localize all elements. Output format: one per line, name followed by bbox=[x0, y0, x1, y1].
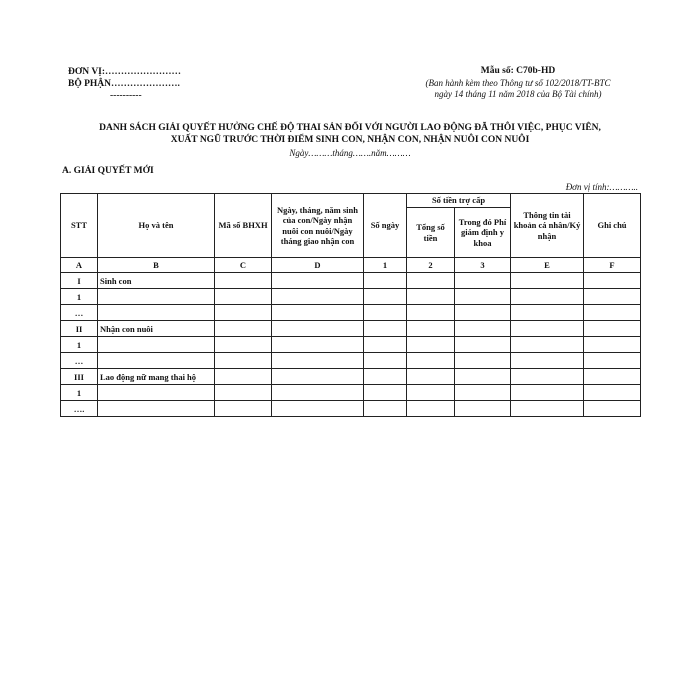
table-row bbox=[61, 369, 641, 385]
header-medical-fee: Trong đó Phí giám định y khoa bbox=[455, 208, 511, 258]
form-code-header bbox=[403, 66, 633, 101]
table-cell bbox=[364, 305, 407, 321]
table-cell bbox=[511, 401, 584, 417]
table-cell bbox=[511, 273, 584, 289]
row-stt: III bbox=[61, 369, 98, 385]
unit-label: Đơn vị tính:……….. bbox=[565, 182, 638, 192]
table-cell bbox=[455, 385, 511, 401]
row-name: Lao động nữ mang thai hộ bbox=[98, 369, 215, 385]
table-cell bbox=[215, 385, 272, 401]
table-cell bbox=[364, 369, 407, 385]
column-letter: B bbox=[98, 258, 215, 273]
table-cell bbox=[272, 305, 364, 321]
table-cell bbox=[272, 401, 364, 417]
table-cell bbox=[455, 305, 511, 321]
row-name bbox=[98, 401, 215, 417]
table-row bbox=[61, 353, 641, 369]
form-code: Mẫu số: C70b-HD bbox=[480, 66, 556, 76]
column-letter: F bbox=[584, 258, 641, 273]
table-cell bbox=[584, 385, 641, 401]
column-letter: D bbox=[272, 258, 364, 273]
table-cell bbox=[455, 337, 511, 353]
table-cell bbox=[407, 273, 455, 289]
table-cell bbox=[407, 353, 455, 369]
table-cell bbox=[215, 273, 272, 289]
table-cell bbox=[584, 337, 641, 353]
table-cell bbox=[584, 369, 641, 385]
title-line-2: XUẤT NGŨ TRƯỚC THỜI ĐIỂM SINH CON, NHẬN CON, NHẬN NUÔI CON NUÔI bbox=[170, 135, 530, 145]
table-cell bbox=[407, 369, 455, 385]
table-row bbox=[61, 337, 641, 353]
department-line: BỘ PHẬN…………………. bbox=[68, 79, 180, 89]
table-cell bbox=[215, 337, 272, 353]
table-row bbox=[61, 385, 641, 401]
table-cell bbox=[407, 289, 455, 305]
table-cell bbox=[455, 401, 511, 417]
row-stt: 1 bbox=[61, 337, 98, 353]
header-days: Số ngày bbox=[364, 194, 407, 258]
document-title bbox=[60, 122, 640, 146]
table-cell bbox=[455, 289, 511, 305]
table-cell bbox=[455, 273, 511, 289]
table-row bbox=[61, 305, 641, 321]
table-cell bbox=[215, 305, 272, 321]
table-cell bbox=[215, 353, 272, 369]
row-stt: 1 bbox=[61, 289, 98, 305]
table-cell bbox=[364, 401, 407, 417]
table-cell bbox=[455, 353, 511, 369]
row-stt: …. bbox=[61, 401, 98, 417]
table-cell bbox=[215, 369, 272, 385]
table-cell bbox=[455, 369, 511, 385]
header-note: Ghi chú bbox=[584, 194, 641, 258]
header-stt: STT bbox=[61, 194, 98, 258]
table-row bbox=[61, 321, 641, 337]
table-cell bbox=[584, 273, 641, 289]
table-cell bbox=[584, 353, 641, 369]
row-stt: … bbox=[61, 305, 98, 321]
table-row bbox=[61, 289, 641, 305]
column-letter: 2 bbox=[407, 258, 455, 273]
row-name bbox=[98, 385, 215, 401]
date-line: Ngày………tháng…….năm……… bbox=[289, 148, 411, 158]
form-note-line-2: ngày 14 tháng 11 năm 2018 của Bộ Tài chính) bbox=[434, 89, 602, 99]
table-cell bbox=[215, 321, 272, 337]
row-stt: … bbox=[61, 353, 98, 369]
column-letter: 1 bbox=[364, 258, 407, 273]
row-name: Sinh con bbox=[98, 273, 215, 289]
row-name bbox=[98, 289, 215, 305]
table-cell bbox=[272, 353, 364, 369]
column-letter: A bbox=[61, 258, 98, 273]
allowance-table bbox=[60, 193, 641, 417]
table-cell bbox=[455, 321, 511, 337]
header-bhxh: Mã số BHXH bbox=[215, 194, 272, 258]
column-letter: E bbox=[511, 258, 584, 273]
table-cell bbox=[215, 401, 272, 417]
table-row bbox=[61, 273, 641, 289]
table-cell bbox=[407, 321, 455, 337]
row-name bbox=[98, 305, 215, 321]
table-cell bbox=[584, 305, 641, 321]
header-dash: ---------- bbox=[110, 91, 142, 101]
table-cell bbox=[272, 289, 364, 305]
table-cell bbox=[511, 289, 584, 305]
table-cell bbox=[272, 321, 364, 337]
table-cell bbox=[511, 353, 584, 369]
unit-line: ĐƠN VỊ:…………………… bbox=[68, 67, 182, 77]
header-amount-group: Số tiền trợ cấp bbox=[407, 194, 511, 208]
table-cell bbox=[584, 321, 641, 337]
header-account: Thông tin tài khoản cá nhân/Ký nhận bbox=[511, 194, 584, 258]
table-cell bbox=[584, 401, 641, 417]
table-cell bbox=[215, 289, 272, 305]
table-cell bbox=[511, 369, 584, 385]
row-name bbox=[98, 337, 215, 353]
table-cell bbox=[272, 337, 364, 353]
column-letter: 3 bbox=[455, 258, 511, 273]
table-cell bbox=[364, 385, 407, 401]
column-letter: C bbox=[215, 258, 272, 273]
organization-header bbox=[68, 66, 181, 102]
table-cell bbox=[511, 385, 584, 401]
header-total: Tổng số tiền bbox=[407, 208, 455, 258]
table-cell bbox=[407, 305, 455, 321]
section-label: A. GIẢI QUYẾT MỚI bbox=[62, 166, 154, 176]
header-date: Ngày, tháng, năm sinh của con/Ngày nhận nuôi con nuôi/Ngày tháng giao nhận con bbox=[272, 194, 364, 258]
table-cell bbox=[407, 385, 455, 401]
table-cell bbox=[272, 385, 364, 401]
form-note-line-1: (Ban hành kèm theo Thông tư số 102/2018/TT-BTC bbox=[425, 77, 611, 88]
row-stt: 1 bbox=[61, 385, 98, 401]
row-stt: I bbox=[61, 273, 98, 289]
row-name bbox=[98, 353, 215, 369]
table-cell bbox=[364, 273, 407, 289]
header-name: Họ và tên bbox=[98, 194, 215, 258]
title-line-1: DANH SÁCH GIẢI QUYẾT HƯỞNG CHẾ ĐỘ THAI SẢN ĐỐI VỚI NGƯỜI LAO ĐỘNG ĐÃ THÔI VIỆC, PHỤC VIÊN, bbox=[99, 123, 601, 133]
table-cell bbox=[407, 401, 455, 417]
table-cell bbox=[272, 369, 364, 385]
table-cell bbox=[511, 337, 584, 353]
row-stt: II bbox=[61, 321, 98, 337]
table-cell bbox=[364, 289, 407, 305]
table-row bbox=[61, 401, 641, 417]
table-cell bbox=[584, 289, 641, 305]
column-letter-row bbox=[61, 258, 641, 273]
table-cell bbox=[272, 273, 364, 289]
row-name: Nhận con nuôi bbox=[98, 321, 215, 337]
table-cell bbox=[511, 305, 584, 321]
table-cell bbox=[364, 337, 407, 353]
table-cell bbox=[364, 353, 407, 369]
table-cell bbox=[364, 321, 407, 337]
table-cell bbox=[407, 337, 455, 353]
table-cell bbox=[511, 321, 584, 337]
